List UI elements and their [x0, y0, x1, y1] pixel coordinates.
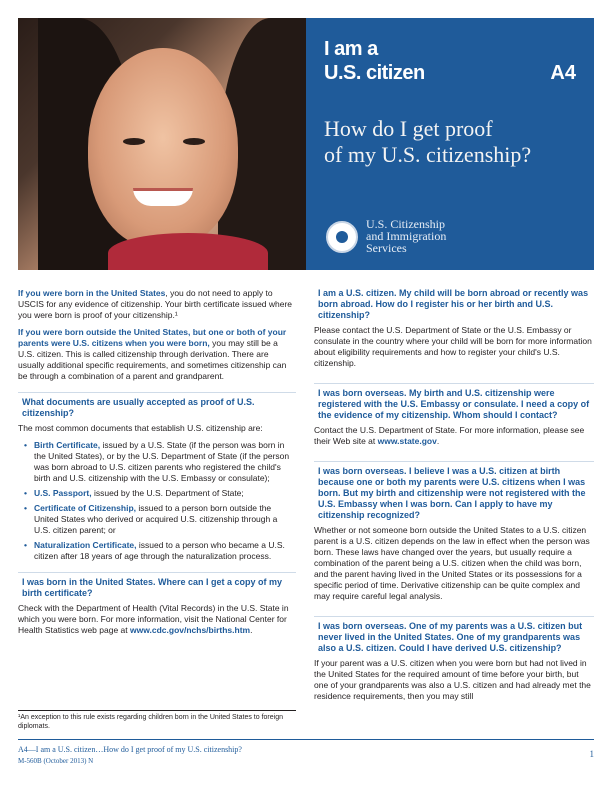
question-birth-certificate: I was born in the United States. Where can I get a copy of my birth certificate?	[18, 572, 296, 603]
state-gov-link[interactable]: www.state.gov	[377, 436, 437, 446]
footer-form-number: M-560B (October 2013) N	[18, 757, 94, 765]
list-item-title: U.S. Passport,	[34, 488, 92, 498]
list-item-text: issued by the U.S. Department of State;	[91, 488, 244, 498]
footer-divider	[18, 739, 594, 740]
photo-face	[88, 48, 238, 248]
intro-paragraph-1	[18, 288, 296, 321]
photo-shirt	[108, 233, 268, 270]
birth-certificate-end: .	[250, 625, 253, 635]
page-number: 1	[589, 749, 594, 759]
dhs-seal-icon	[326, 221, 358, 253]
left-column	[18, 288, 296, 642]
list-item	[24, 440, 296, 484]
photo-eye-left	[123, 138, 145, 145]
birth-certificate-text: Check with the Department of Health (Vital Records) in the U.S. State in which you were born. For more information, visit the National Center for Health Statistics web page at	[18, 603, 289, 635]
question-registered-overseas: I was born overseas. My birth and U.S. citizenship were registered with the U.S. Embassy or consulate. I need a copy of the evidence of my citizenship. Whom should I contact?	[314, 383, 594, 425]
list-item-text: issued by a U.S. State (if the person was born in the United States), or by the U.S. Department of State (if the person was born abroad to U.S. citizen parents who registered the child's birth and U.S. citizenship with the U.S. Embassy or consulate);	[34, 440, 290, 483]
list-item	[24, 503, 296, 536]
cover-photo	[18, 18, 306, 270]
list-item	[24, 540, 296, 562]
footnote: ¹An exception to this rule exists regarding children born in the United States to foreign diplomats.	[18, 714, 283, 730]
list-item-title: Certificate of Citizenship,	[34, 503, 137, 513]
header-panel	[306, 18, 594, 270]
intro-1-text: , you do not need to apply to USCIS for any evidence of citizenship. Your birth certificate issued where you were born is proof of your citizenship.¹	[18, 288, 293, 320]
list-item	[24, 488, 296, 499]
intro-1-lead: If you were born in the United States	[18, 288, 166, 298]
list-item-title: Birth Certificate,	[34, 440, 101, 450]
intro-paragraph-2	[18, 327, 296, 382]
registered-overseas-end: .	[436, 436, 440, 446]
grandparent-answer: If your parent was a U.S. citizen when you were born but had not lived in the United States for the required amount of time before your birth, but one of your grandparents was also a U.S. citizen and had already met the residence requirements, then you may still	[314, 658, 591, 701]
photo-eye-right	[183, 138, 205, 145]
documents-list	[24, 440, 296, 562]
list-item-text: issued to a person born outside the United States who derived or acquired U.S. citizenship through a U.S. citizen parent; or	[34, 503, 278, 535]
documents-intro: The most common documents that establish U.S. citizenship are:	[18, 423, 263, 433]
footnote-divider	[18, 710, 296, 711]
question-documents: What documents are usually accepted as proof of U.S. citizenship?	[18, 392, 296, 423]
agency-line2: and Immigration	[366, 229, 447, 243]
header-title-line2: U.S. citizen	[324, 62, 425, 84]
header-question-line1: How do I get proof	[324, 116, 493, 141]
footer-title: A4—I am a U.S. citizen…How do I get proof of my U.S. citizenship?	[18, 745, 242, 754]
registered-overseas-answer	[314, 425, 594, 447]
question-not-registered: I was born overseas. I believe I was a U.S. citizen at birth because one or both my parents were U.S. citizens when I was born. But my birth and citizenship were not registered with the U.S. Embassy when I was born. Can I apply to have my citizenship recognized?	[314, 461, 594, 525]
cdc-link[interactable]: www.cdc.gov/nchs/births.htm	[129, 625, 251, 635]
photo-smile	[133, 188, 193, 206]
agency-line3: Services	[366, 241, 407, 255]
question-child-abroad: I am a U.S. citizen. My child will be born abroad or recently was born abroad. How do I register his or her birth and U.S. citizenship?	[318, 288, 589, 320]
child-abroad-answer: Please contact the U.S. Department of State or the U.S. Embassy or consulate in the country where your child will be born for more information about eligibility requirements and how to register your child's U.S. citizenship.	[314, 325, 592, 368]
agency-name	[366, 218, 446, 254]
right-column	[314, 288, 594, 708]
birth-certificate-answer	[18, 603, 296, 636]
not-registered-answer: Whether or not someone born outside the United States to a U.S. citizen parent is a U.S. citizen depends on the law in effect when the person was born. These laws have changed over the years, but usually require a combination of the parent being a U.S. citizen when the child was born, and the parent having lived in the United States or its possessions for a specific period of time. Derivative citizenship can be quite complex and may require careful legal analysis.	[314, 525, 590, 601]
agency-line1: U.S. Citizenship	[366, 217, 446, 231]
form-code: A4	[550, 62, 576, 84]
intro-2-text: you may still be a U.S. citizen. This is called citizenship through derivation. There are usually additional specific requirements, and sometimes citizenship can be through a combination of a parent and grandparent.	[18, 338, 287, 381]
header-title-line1: I am a	[324, 38, 378, 60]
header-question-line2: of my U.S. citizenship?	[324, 142, 532, 167]
question-grandparent: I was born overseas. One of my parents was a U.S. citizen but never lived in the United States. One of my grandparents was also a U.S. citizen. Could I have derived U.S. citizenship?	[314, 616, 594, 658]
intro-2-lead: If you were born outside the United States, but one or both of your parents were U.S. citizens when you were born,	[18, 327, 287, 348]
list-item-title: Naturalization Certificate,	[34, 540, 137, 550]
registered-overseas-text: Contact the U.S. Department of State. For more information, please see their Web site at	[314, 425, 585, 446]
list-item-text: issued to a person who became a U.S. citizen after 18 years of age through the naturalization process.	[34, 540, 285, 561]
